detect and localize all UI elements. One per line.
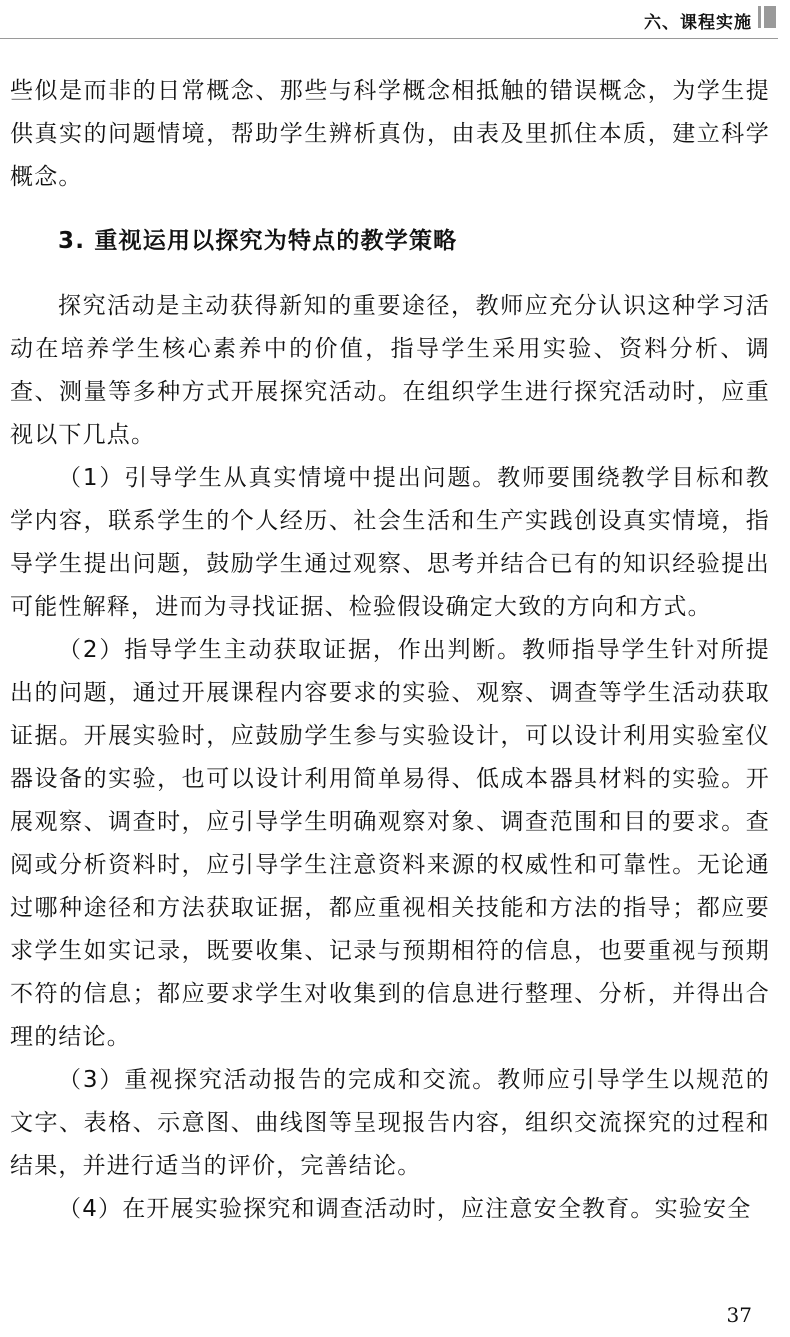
- list-item-2: （2）指导学生主动获取证据，作出判断。教师指导学生针对所提出的问题，通过开展课程内容要求的实验、观察、调查等学生活动获取证据。开展实验时，应鼓励学生参与实验设计，可以设计利用实验室仪器设备的实验，也可以设计利用简单易得、低成本器具材料的实验。开展观察、调查时，应引导学生明确观察对象、调查范围和目的要求。查阅或分析资料时，应引导学生注意资料来源的权威性和可靠性。无论通过哪种途径和方法获取证据，都应重视相关技能和方法的指导；都应要求学生如实记录，既要收集、记录与预期相符的信息，也要重视与预期不符的信息；都应要求学生对收集到的信息进行整理、分析，并得出合理的结论。: [10, 637, 770, 1050]
- list-item-1: （1）引导学生从真实情境中提出问题。教师要围绕教学目标和教学内容，联系学生的个人经历、社会生活和生产实践创设真实情境，指导学生提出问题，鼓励学生通过观察、思考并结合已有的知识经验提出可能性解释，进而为寻找证据、检验假设确定大致的方向和方式。: [10, 465, 770, 620]
- list-item-4: （4）在开展实验探究和调查活动时，应注意安全教育。实验安全: [58, 1196, 752, 1222]
- page-body: [10, 70, 770, 1231]
- page-number: 37: [726, 1303, 752, 1327]
- section-heading: 3. 重视运用以探究为特点的教学策略: [58, 228, 458, 254]
- running-header: [0, 0, 790, 40]
- section-title: 六、课程实施: [644, 13, 752, 33]
- intro-paragraph: 探究活动是主动获得新知的重要途径，教师应充分认识这种学习活动在培养学生核心素养中的价值，指导学生采用实验、资料分析、调查、测量等多种方式开展探究活动。在组织学生进行探究活动时，应重视以下几点。: [10, 293, 770, 448]
- list-item-3: （3）重视探究活动报告的完成和交流。教师应引导学生以规范的文字、表格、示意图、曲线图等呈现报告内容，组织交流探究的过程和结果，并进行适当的评价，完善结论。: [10, 1067, 770, 1179]
- continuation-paragraph: 些似是而非的日常概念、那些与科学概念相抵触的错误概念，为学生提供真实的问题情境，帮助学生辨析真伪，由表及里抓住本质，建立科学概念。: [10, 78, 770, 190]
- header-rule: [0, 38, 778, 39]
- header-bar-thick: [764, 6, 776, 28]
- header-bar-thin: [758, 6, 761, 28]
- header-decoration-bars: [758, 6, 778, 28]
